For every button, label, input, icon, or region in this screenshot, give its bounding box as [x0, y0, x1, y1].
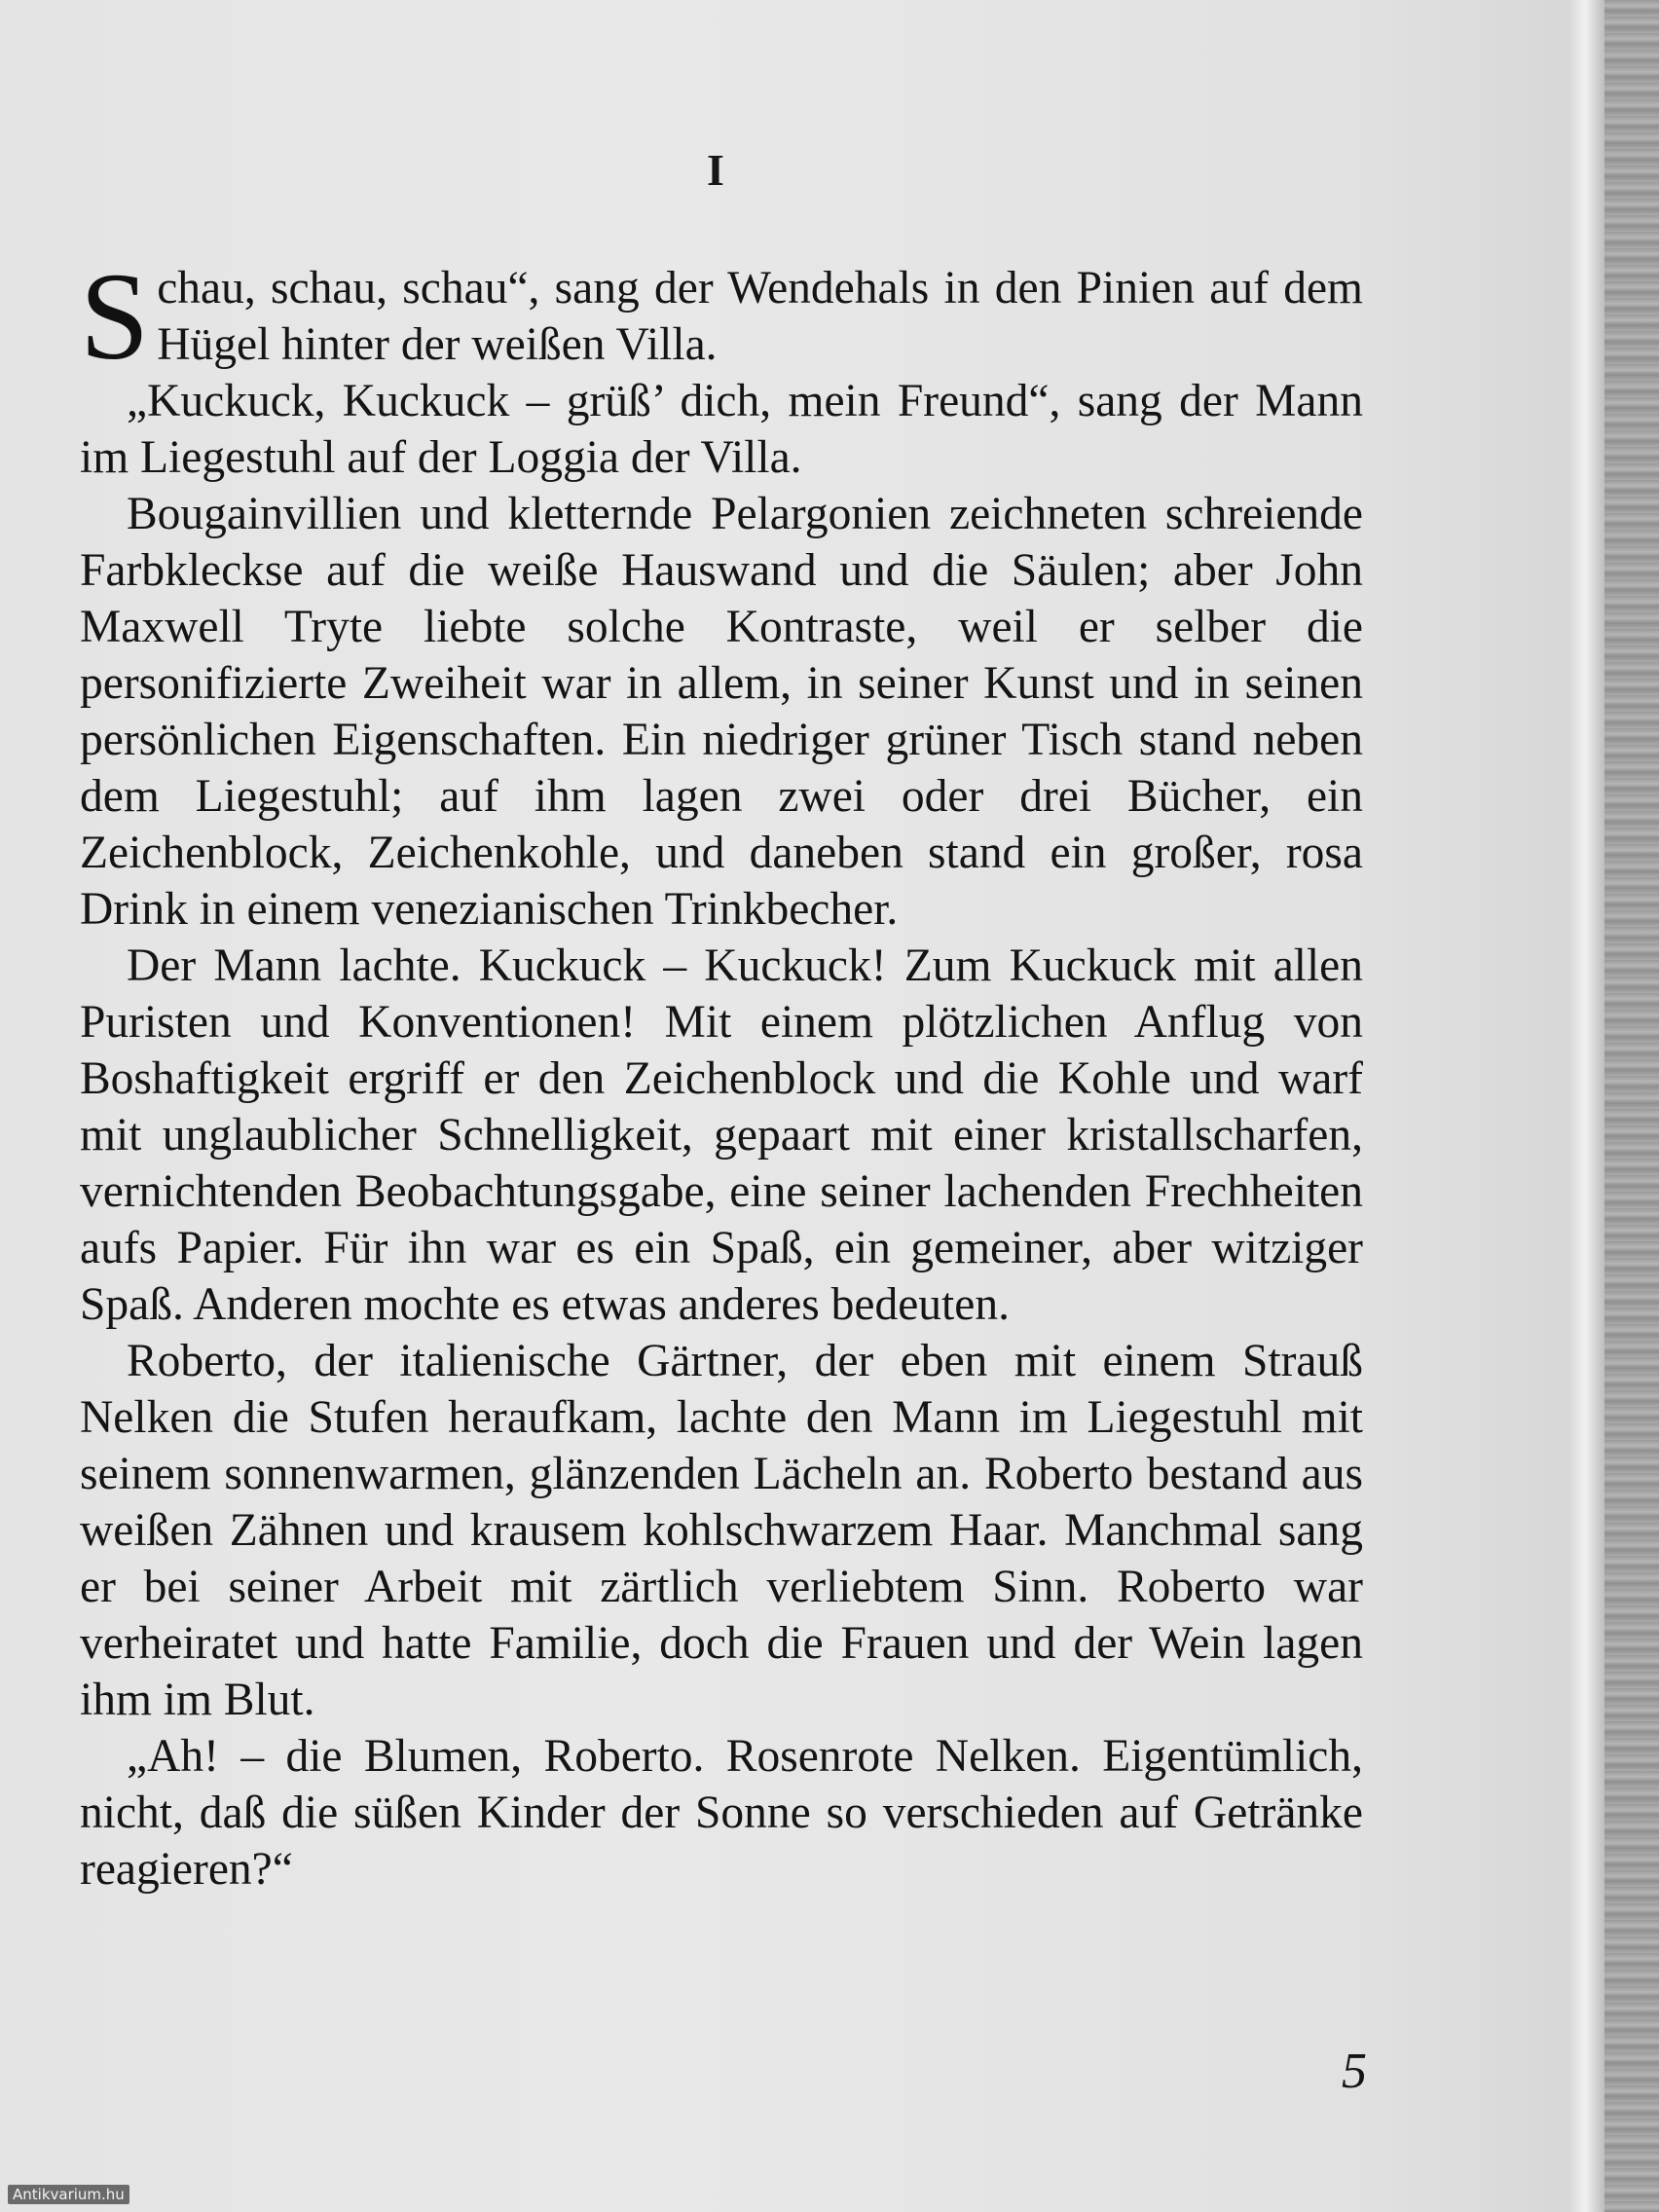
drop-cap: S [80, 247, 150, 386]
page-number: 5 [1342, 2044, 1367, 2099]
paragraph-4: Der Mann lachte. Kuckuck – Kuckuck! Zum Kuckuck mit allen Puristen und Konventionen! Mit einem plötzlichen Anflug von Boshaftigkeit ergriff er den Zeichenblock und die Kohle und warf mit unglaublicher Schnelligkeit, gepaart mit einer kristallscharfen, vernichtenden Beobachtungsgabe, eine seiner lachenden Frechheiten aufs Papier. Für ihn war es ein Spaß, ein gemeiner, aber witziger Spaß. Anderen mochte es etwas anderes bedeuten. [80, 940, 1363, 1330]
book-edge-background [1604, 0, 1659, 2212]
paragraph-6: „Ah! – die Blumen, Roberto. Rosenrote Nelken. Eigentümlich, nicht, daß die süßen Kinder der Sonne so verschieden auf Getränke reagieren?“ [80, 1731, 1363, 1895]
chapter-number: I [707, 145, 724, 195]
paragraph-1-text: chau, schau, schau“, sang der Wendehals in den Pinien auf dem Hügel hinter der weißen Villa. [157, 263, 1363, 370]
paragraph-3: Bougainvillien und kletternde Pelargonien zeichneten schreiende Farbkleckse auf die weiße Hauswand und die Säulen; aber John Maxwell Tryte liebte solche Kontraste, weil er selber die personifizierte Zweiheit war in allem, in seiner Kunst und in seinen persönlichen Eigenschaften. Ein niedriger grüner Tisch stand neben dem Liegestuhl; auf ihm lagen zwei oder drei Bücher, ein Zeichenblock, Zeichenkohle, und daneben stand ein großer, rosa Drink in einem venezianischen Trinkbecher. [80, 489, 1363, 935]
paragraph-1 [80, 247, 1363, 386]
body-text [80, 247, 1363, 1898]
paragraph-5: Roberto, der italienische Gärtner, der eben mit einem Strauß Nelken die Stufen heraufkam, lachte den Mann im Liegestuhl mit seinem sonnenwarmen, glänzenden Lächeln an. Roberto bestand aus weißen Zähnen und krausem kohlschwarzem Haar. Manchmal sang er bei seiner Arbeit mit zärtlich verliebtem Sinn. Roberto war verheiratet und hatte Familie, doch die Frauen und der Wein lagen ihm im Blut. [80, 1336, 1363, 1725]
page-edge [1569, 0, 1604, 2212]
watermark: Antikvarium.hu [8, 2185, 129, 2204]
paragraph-2: „Kuckuck, Kuckuck – grüß’ dich, mein Freund“, sang der Mann im Liegestuhl auf der Loggia der Villa. [80, 376, 1363, 483]
